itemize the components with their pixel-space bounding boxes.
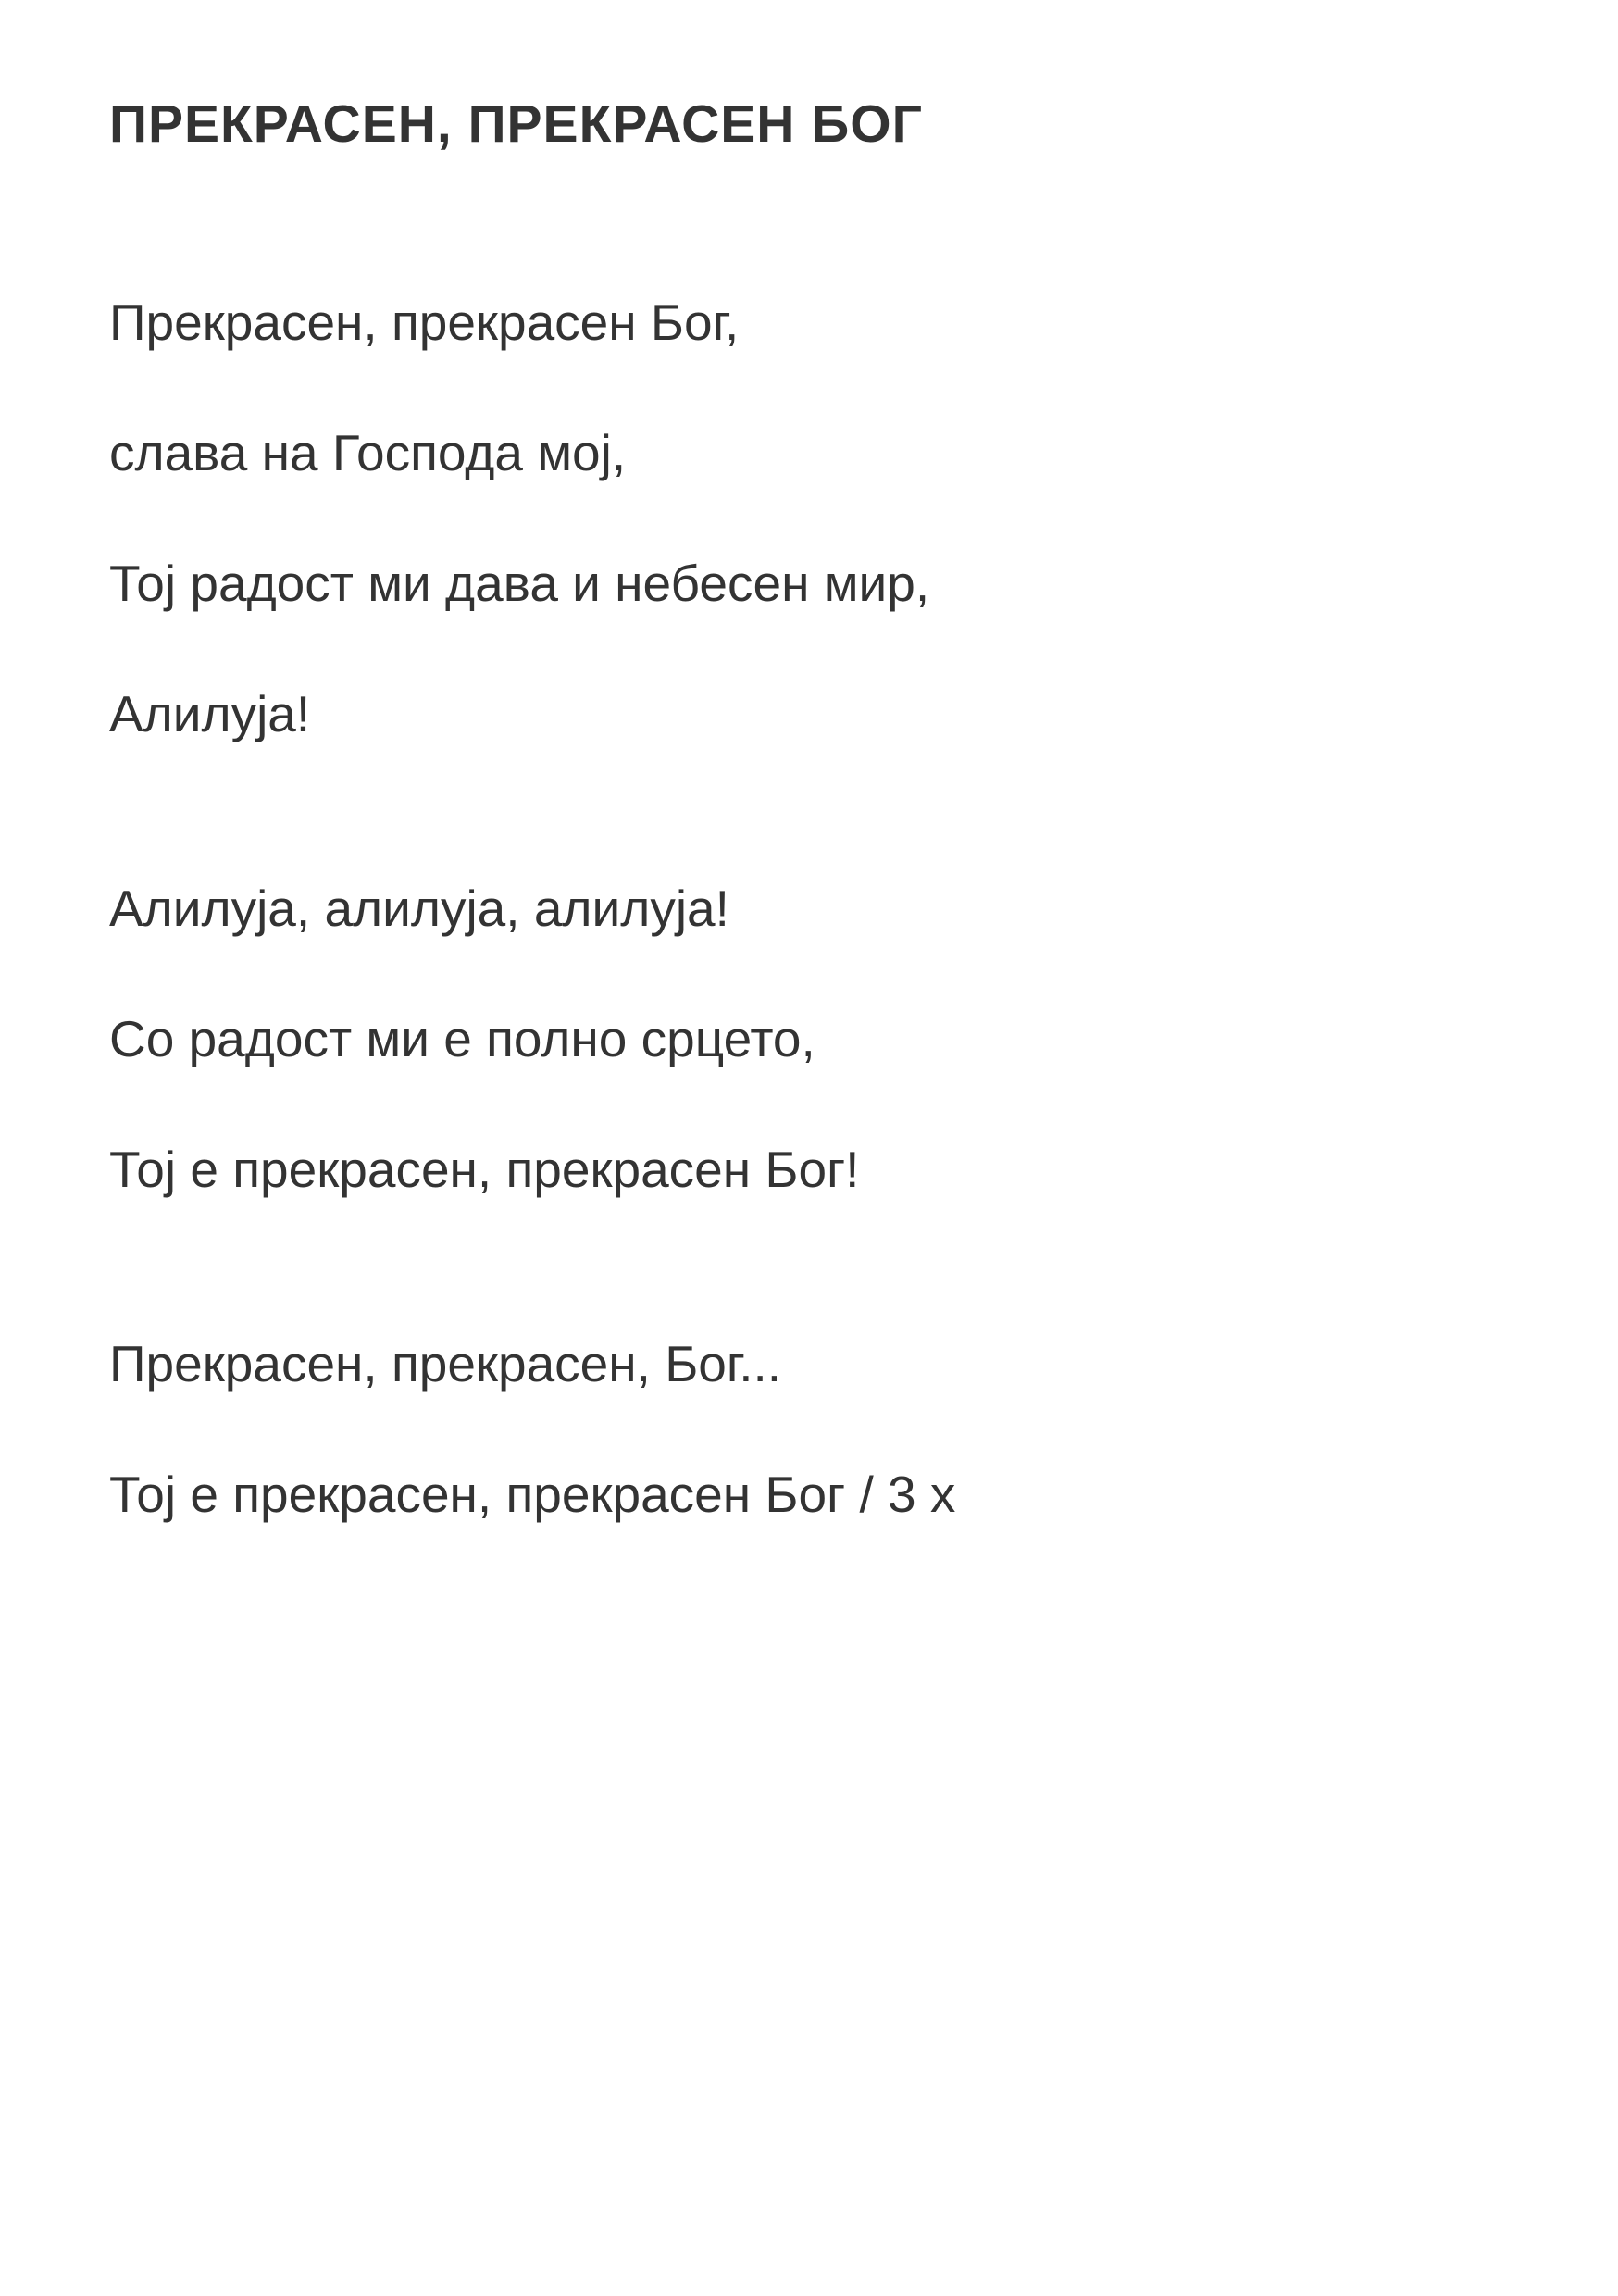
lyric-line: Прекрасен, прекрасен, Бог... [109,1335,782,1392]
lyric-line: слава на Господа мој, [109,424,627,481]
lyric-line: Алилуја, алилуја, алилуја! [109,880,729,937]
lyric-line: Тој е прекрасен, прекрасен Бог! [109,1141,860,1198]
lyric-line: Тој радост ми дава и небесен мир, [109,555,930,612]
song-title: ПРЕКРАСЕН, ПРЕКРАСЕН БОГ [109,94,923,154]
lyric-line: Со радост ми е полно срцето, [109,1010,815,1067]
lyric-line: Прекрасен, прекрасен Бог, [109,293,740,351]
lyric-line: Тој е прекрасен, прекрасен Бог / 3 x [109,1466,956,1523]
lyric-line: Алилуја! [109,685,311,742]
